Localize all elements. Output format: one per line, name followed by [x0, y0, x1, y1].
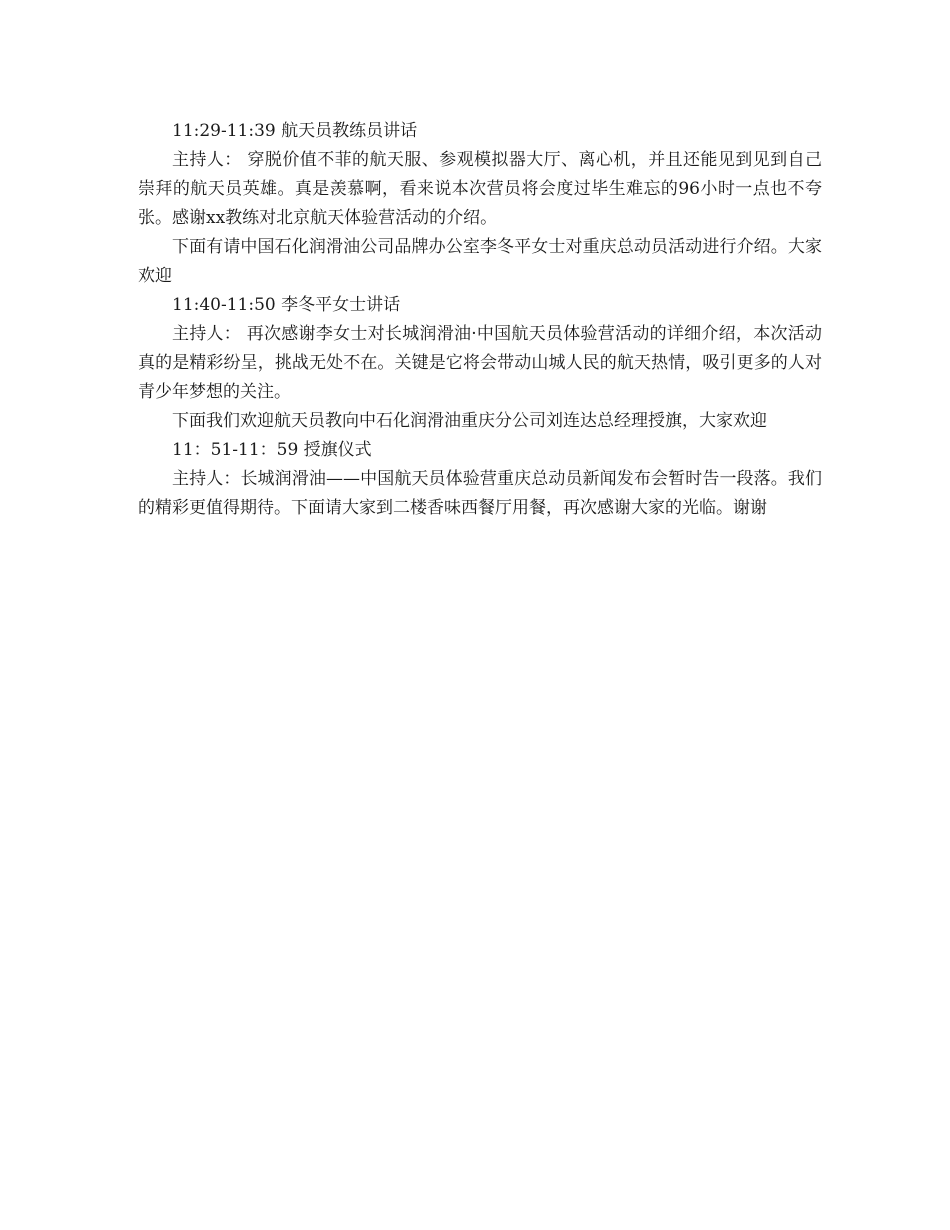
paragraph-host-3: 主持人：长城润滑油——中国航天员体验营重庆总动员新闻发布会暂时告一段落。我们的精彩更值得期待。下面请大家到二楼香味西餐厅用餐，再次感谢大家的光临。谢谢 — [138, 469, 822, 518]
paragraph-schedule-1: 11:29-11:39 航天员教练员讲话 — [172, 121, 418, 141]
document-body — [138, 117, 822, 523]
paragraph-host-1: 主持人： 穿脱价值不菲的航天服、参观模拟器大厅、离心机，并且还能见到见到自己崇拜的航天员英雄。真是羡慕啊，看来说本次营员将会度过毕生难忘的96小时一点也不夸张。感谢xx教练对北京航天体验营活动的介绍。 — [138, 150, 822, 228]
paragraph-invite-2: 下面我们欢迎航天员教向中石化润滑油重庆分公司刘连达总经理授旗，大家欢迎 — [172, 411, 767, 431]
paragraph-schedule-2: 11:40-11:50 李冬平女士讲话 — [172, 295, 401, 315]
paragraph-host-2: 主持人： 再次感谢李女士对长城润滑油·中国航天员体验营活动的详细介绍，本次活动真的是精彩纷呈，挑战无处不在。关键是它将会带动山城人民的航天热情，吸引更多的人对青少年梦想的关注。 — [138, 324, 822, 402]
paragraph-schedule-3: 11：51-11：59 授旗仪式 — [172, 440, 372, 460]
paragraph-invite-1: 下面有请中国石化润滑油公司品牌办公室李冬平女士对重庆总动员活动进行介绍。大家欢迎 — [138, 237, 822, 286]
